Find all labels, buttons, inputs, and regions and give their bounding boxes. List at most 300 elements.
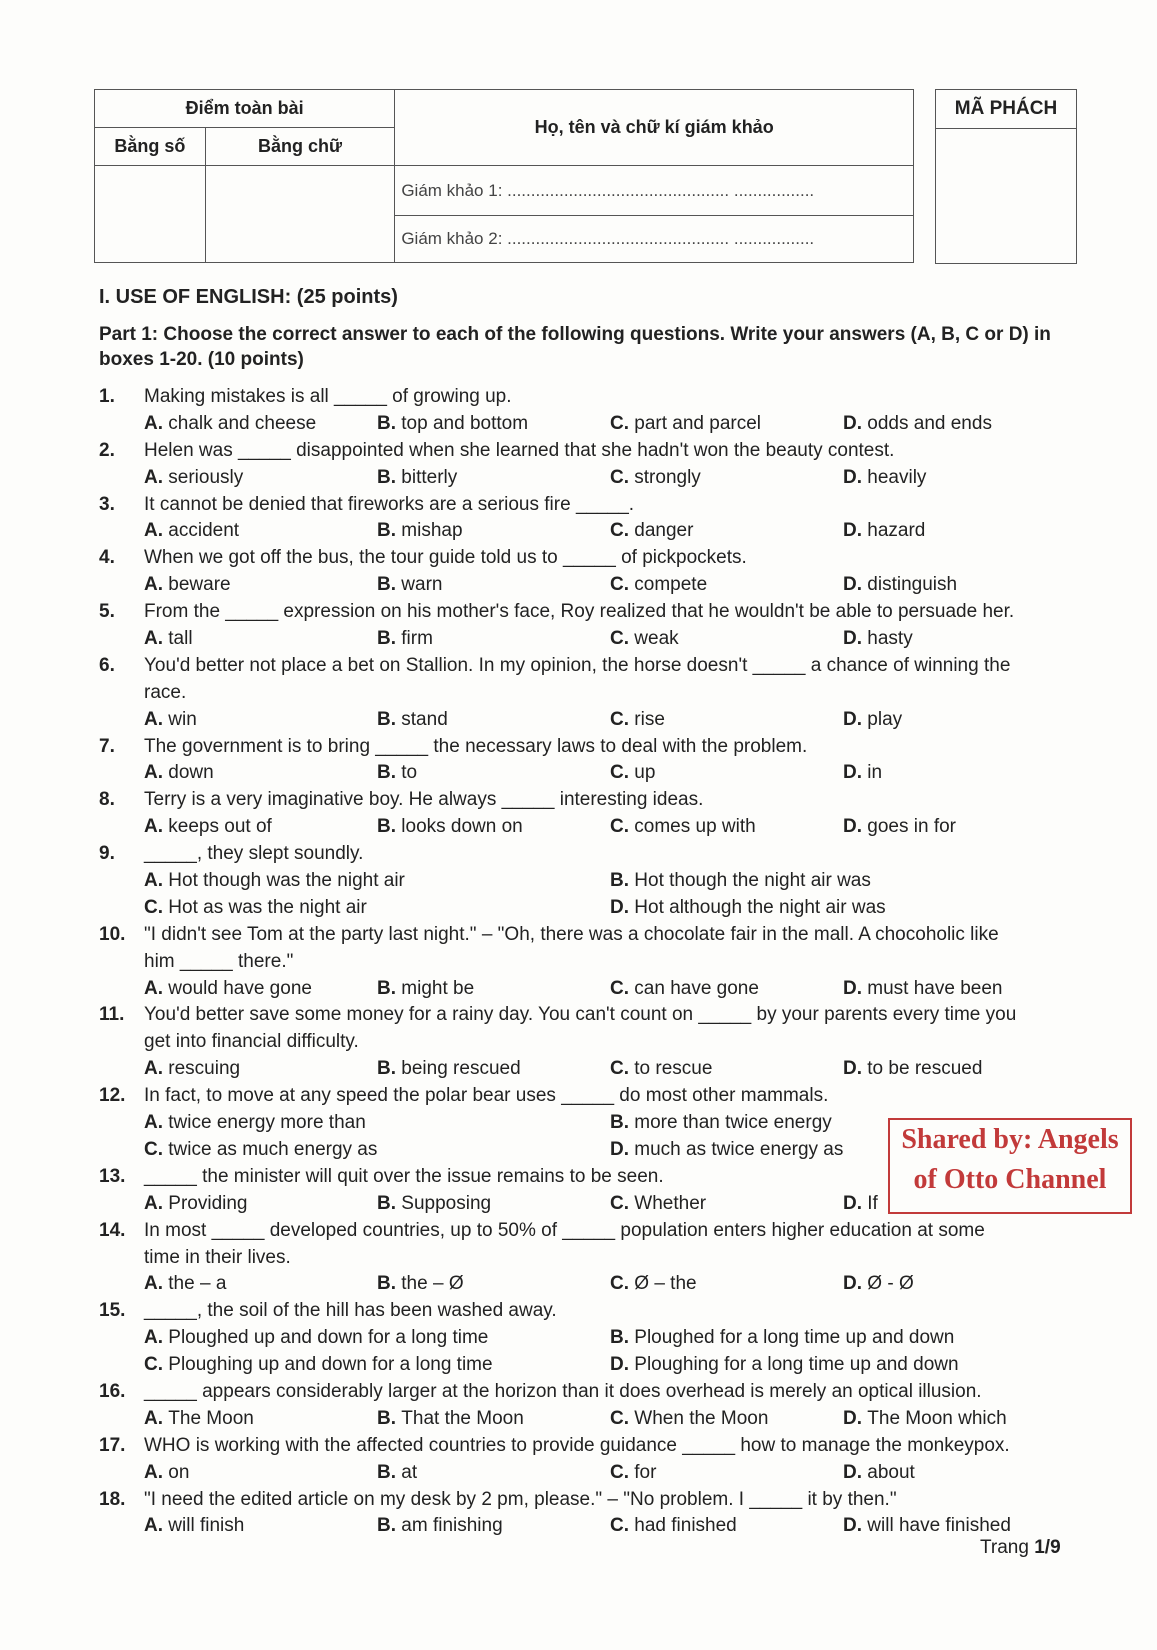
examiners-title: Họ, tên và chữ kí giám khảo (395, 90, 914, 166)
option-a (144, 1460, 189, 1487)
option-text: Whether (634, 1192, 707, 1214)
question-item (99, 1002, 1089, 1083)
option-d (610, 895, 886, 922)
option-letter: C. (610, 1192, 635, 1214)
question-text: It cannot be denied that fireworks are a serious fire _____. (144, 493, 635, 515)
question-item (99, 545, 1089, 599)
question-line (99, 841, 1089, 868)
options-row (99, 707, 1089, 734)
question-line (99, 384, 1089, 411)
option-letter: B. (377, 708, 402, 730)
question-line (99, 1379, 1089, 1406)
option-letter: C. (610, 1407, 635, 1429)
option-c (610, 707, 665, 734)
question-text: You'd better save some money for a rainy day. You can't count on _____ by your parents every time you (144, 1004, 1017, 1026)
option-d (610, 1137, 843, 1164)
option-letter: D. (843, 1407, 868, 1429)
option-letter: D. (843, 977, 868, 999)
question-item (99, 1433, 1089, 1487)
option-b (610, 1325, 954, 1352)
options-row (99, 572, 1089, 599)
option-a (144, 814, 272, 841)
question-number: 17. (99, 1434, 126, 1456)
option-letter: A. (144, 816, 169, 838)
option-c (610, 760, 655, 787)
col-number: Bằng số (95, 128, 206, 166)
options-row (99, 760, 1089, 787)
option-a (144, 976, 312, 1003)
option-text: goes in for (867, 816, 957, 838)
option-text: in (867, 762, 883, 784)
option-d (843, 1191, 878, 1218)
option-d (843, 976, 1002, 1003)
option-c (144, 895, 367, 922)
question-number: 3. (99, 493, 115, 515)
option-a (144, 1271, 226, 1298)
option-text: Ø – the (634, 1273, 697, 1295)
option-letter: B. (610, 1327, 635, 1349)
option-text: Hot although the night air was (634, 896, 886, 918)
options-row (99, 1406, 1089, 1433)
option-letter: B. (377, 1058, 402, 1080)
section-title: I. USE OF ENGLISH: (25 points) (99, 286, 398, 308)
question-line (99, 599, 1089, 626)
option-b (610, 1110, 832, 1137)
option-c (610, 465, 701, 492)
question-line (99, 922, 1089, 949)
option-text: up (634, 762, 656, 784)
option-text: mishap (401, 520, 463, 542)
options-row (99, 976, 1089, 1003)
option-a (144, 868, 405, 895)
option-b (377, 1271, 464, 1298)
question-text: The government is to bring _____ the necessary laws to deal with the problem. (144, 735, 808, 757)
options-row (99, 518, 1089, 545)
question-line (99, 438, 1089, 465)
option-text: rise (634, 708, 665, 730)
option-letter: B. (377, 1273, 402, 1295)
option-d (843, 626, 913, 653)
option-a (144, 411, 316, 438)
option-text: odds and ends (867, 412, 992, 434)
option-b (377, 411, 528, 438)
option-a (144, 1191, 248, 1218)
option-text: win (168, 708, 197, 730)
option-letter: B. (377, 1192, 402, 1214)
option-letter: A. (144, 1192, 169, 1214)
option-b (377, 1406, 524, 1433)
option-c (144, 1137, 377, 1164)
option-text: Ploughed for a long time up and down (634, 1327, 955, 1349)
option-text: Ploughed up and down for a long time (168, 1327, 489, 1349)
option-text: keeps out of (168, 816, 272, 838)
option-c (610, 1191, 706, 1218)
option-c (144, 1352, 493, 1379)
options-row (99, 465, 1089, 492)
options-row (99, 626, 1089, 653)
option-d (843, 465, 926, 492)
question-number: 1. (99, 386, 115, 407)
option-letter: D. (610, 896, 635, 918)
question-item (99, 734, 1089, 788)
option-letter: D. (843, 1461, 868, 1483)
option-c (610, 1406, 768, 1433)
code-title: MÃ PHÁCH (936, 90, 1076, 129)
question-text: In most _____ developed countries, up to 50% of _____ population enters higher education at some (144, 1219, 985, 1241)
question-line (99, 1298, 1089, 1325)
option-text: beware (168, 574, 231, 596)
examiner-1-line: Giám khảo 1: ............................................... ................. (395, 166, 914, 216)
score-title: Điểm toàn bài (95, 90, 395, 128)
question-line (99, 787, 1089, 814)
question-item (99, 492, 1089, 546)
option-a (144, 518, 239, 545)
option-a (144, 1325, 488, 1352)
option-letter: C. (610, 1058, 635, 1080)
option-text: chalk and cheese (168, 412, 317, 434)
option-text: hazard (867, 520, 926, 542)
question-line (99, 545, 1089, 572)
question-item (99, 1218, 1089, 1299)
option-letter: C. (610, 1515, 635, 1537)
option-letter: C. (144, 1138, 169, 1160)
option-text: on (168, 1461, 190, 1483)
option-c (610, 1513, 737, 1540)
option-text: to be rescued (867, 1058, 983, 1080)
option-c (610, 1460, 656, 1487)
question-text-continued: him _____ there." (144, 950, 294, 972)
option-text: heavily (867, 466, 927, 488)
question-number: 9. (99, 843, 115, 865)
option-letter: D. (843, 466, 868, 488)
option-d (843, 411, 992, 438)
option-text: That the Moon (401, 1407, 524, 1429)
option-text: the – Ø (401, 1273, 464, 1295)
option-letter: B. (377, 466, 402, 488)
option-letter: A. (144, 1112, 169, 1134)
option-a (144, 1406, 254, 1433)
option-text: When the Moon (634, 1407, 769, 1429)
option-letter: D. (843, 1515, 868, 1537)
option-c (610, 572, 707, 599)
option-text: bitterly (401, 466, 458, 488)
option-letter: C. (610, 412, 635, 434)
option-text: more than twice energy (634, 1112, 832, 1134)
question-text: "I need the edited article on my desk by 2 pm, please." – "No problem. I _____ it by then." (144, 1488, 897, 1510)
option-letter: D. (843, 1273, 868, 1295)
question-number: 15. (99, 1300, 126, 1322)
option-text: firm (401, 628, 433, 650)
option-letter: B. (377, 574, 402, 596)
options-row (99, 1352, 1089, 1379)
option-c (610, 976, 759, 1003)
question-line (99, 1433, 1089, 1460)
question-number: 13. (99, 1165, 126, 1187)
option-text: compete (634, 574, 708, 596)
question-item (99, 1487, 1089, 1541)
option-text: seriously (168, 466, 244, 488)
options-row (99, 1513, 1089, 1540)
page-number: 1/9 (1034, 1537, 1061, 1558)
option-letter: B. (377, 1407, 402, 1429)
option-text: might be (401, 977, 475, 999)
option-text: part and parcel (634, 412, 762, 434)
option-d (843, 707, 902, 734)
option-text: am finishing (401, 1515, 503, 1537)
option-letter: D. (610, 1354, 635, 1376)
option-c (610, 411, 761, 438)
option-text: weak (634, 628, 679, 650)
option-a (144, 707, 197, 734)
option-b (377, 1191, 491, 1218)
question-number: 4. (99, 547, 115, 569)
option-letter: A. (144, 1273, 169, 1295)
question-number: 14. (99, 1219, 126, 1241)
option-letter: D. (843, 574, 868, 596)
option-letter: B. (377, 412, 402, 434)
option-text: hasty (867, 628, 913, 650)
option-text: Ploughing up and down for a long time (168, 1354, 493, 1376)
question-line (99, 1487, 1089, 1514)
option-letter: C. (610, 762, 635, 784)
option-a (144, 1056, 240, 1083)
question-text: Terry is a very imaginative boy. He always _____ interesting ideas. (144, 789, 704, 811)
question-list (99, 384, 1089, 1540)
option-letter: A. (144, 977, 169, 999)
question-line-continued (99, 680, 1089, 707)
option-letter: C. (610, 574, 635, 596)
option-text: much as twice energy as (634, 1138, 844, 1160)
option-d (610, 1352, 959, 1379)
option-letter: A. (144, 1058, 169, 1080)
option-b (377, 572, 442, 599)
option-c (610, 626, 679, 653)
option-text: to rescue (634, 1058, 713, 1080)
question-number: 5. (99, 601, 115, 623)
question-number: 6. (99, 654, 115, 676)
option-text: If (867, 1192, 878, 1214)
part-title: Part 1: Choose the correct answer to each of the following questions. Write your answers (A, B, C or D) in boxes 1-20. (10 points) (99, 324, 1051, 370)
option-letter: A. (144, 708, 169, 730)
option-c (610, 518, 693, 545)
option-letter: B. (377, 520, 402, 542)
option-text: the – a (168, 1273, 227, 1295)
option-text: warn (401, 574, 443, 596)
question-line (99, 1218, 1089, 1245)
question-number: 16. (99, 1380, 126, 1402)
option-letter: A. (144, 1461, 169, 1483)
option-text: play (867, 708, 903, 730)
option-b (377, 707, 448, 734)
question-number: 8. (99, 789, 115, 811)
option-letter: C. (610, 816, 635, 838)
option-text: looks down on (401, 816, 523, 838)
option-text: Hot though was the night air (168, 870, 405, 892)
option-letter: B. (377, 1515, 402, 1537)
option-letter: D. (843, 412, 868, 434)
options-row (99, 1271, 1089, 1298)
option-letter: A. (144, 520, 169, 542)
question-number: 12. (99, 1085, 126, 1107)
option-letter: C. (144, 1354, 169, 1376)
question-item (99, 599, 1089, 653)
options-row (99, 1325, 1089, 1352)
question-line (99, 734, 1089, 761)
option-letter: D. (843, 1192, 868, 1214)
option-text: down (168, 762, 214, 784)
question-text: You'd better not place a bet on Stallion. In my opinion, the horse doesn't _____ a chance of winning the (144, 654, 1011, 676)
question-text: _____ appears considerably larger at the horizon than it does overhead is merely an optical illusion. (144, 1380, 982, 1402)
question-item (99, 653, 1089, 734)
options-row (99, 868, 1089, 895)
option-letter: A. (144, 762, 169, 784)
option-d (843, 1460, 915, 1487)
question-item (99, 841, 1089, 922)
option-b (377, 1056, 521, 1083)
option-letter: C. (610, 628, 635, 650)
option-text: The Moon (168, 1407, 254, 1429)
question-text: _____, they slept soundly. (144, 843, 364, 865)
option-a (144, 465, 243, 492)
option-text: Providing (168, 1192, 248, 1214)
option-letter: B. (377, 977, 402, 999)
footer-label: Trang (980, 1537, 1029, 1558)
option-letter: B. (377, 1461, 402, 1483)
question-text: _____ the minister will quit over the issue remains to be seen. (144, 1165, 664, 1187)
option-letter: C. (610, 977, 635, 999)
option-letter: B. (377, 816, 402, 838)
option-letter: C. (144, 896, 169, 918)
question-line (99, 1083, 1089, 1110)
question-text: "I didn't see Tom at the party last night." – "Oh, there was a chocolate fair in the mall. A chocoholic like (144, 923, 999, 945)
option-a (144, 760, 214, 787)
option-d (843, 1271, 914, 1298)
option-text: being rescued (401, 1058, 521, 1080)
option-letter: C. (610, 708, 635, 730)
option-b (377, 465, 457, 492)
question-line-continued (99, 949, 1089, 976)
option-text: strongly (634, 466, 701, 488)
score-number-cell (95, 166, 206, 263)
option-letter: A. (144, 870, 169, 892)
option-text: The Moon which (867, 1407, 1007, 1429)
option-text: will finish (168, 1515, 245, 1537)
option-letter: A. (144, 1407, 169, 1429)
score-words-cell (205, 166, 395, 263)
question-item (99, 787, 1089, 841)
question-number: 7. (99, 735, 115, 757)
option-d (843, 760, 882, 787)
question-item (99, 384, 1089, 438)
question-line-continued (99, 1245, 1089, 1272)
option-text: accident (168, 520, 240, 542)
option-d (843, 1056, 982, 1083)
option-letter: A. (144, 574, 169, 596)
option-letter: D. (843, 628, 868, 650)
option-letter: A. (144, 1327, 169, 1349)
option-text: will have finished (867, 1515, 1011, 1537)
option-b (377, 518, 463, 545)
question-line (99, 653, 1089, 680)
page-footer (980, 1537, 1061, 1559)
question-text-continued: get into financial difficulty. (144, 1031, 359, 1053)
option-text: Hot though the night air was (634, 870, 871, 892)
option-letter: D. (843, 1058, 868, 1080)
question-number: 10. (99, 923, 126, 945)
question-item (99, 1379, 1089, 1433)
option-letter: B. (610, 870, 635, 892)
option-letter: D. (610, 1138, 635, 1160)
option-c (610, 1056, 712, 1083)
question-text: In fact, to move at any speed the polar bear uses _____ do most other mammals. (144, 1085, 829, 1107)
option-a (144, 1513, 244, 1540)
option-text: danger (634, 520, 694, 542)
option-text: can have gone (634, 977, 759, 999)
stamp-line-2: of Otto Channel (913, 1164, 1107, 1195)
option-d (843, 1406, 1007, 1433)
options-row (99, 895, 1089, 922)
option-a (144, 1110, 366, 1137)
option-text: would have gone (168, 977, 312, 999)
option-letter: A. (144, 1515, 169, 1537)
option-text: must have been (867, 977, 1003, 999)
option-d (843, 572, 957, 599)
question-text: When we got off the bus, the tour guide told us to _____ of pickpockets. (144, 547, 747, 569)
option-b (377, 1460, 417, 1487)
option-b (377, 760, 417, 787)
option-a (144, 572, 231, 599)
option-b (610, 868, 871, 895)
option-text: twice energy more than (168, 1112, 366, 1134)
option-text: at (401, 1461, 418, 1483)
question-line (99, 492, 1089, 519)
option-text: distinguish (867, 574, 958, 596)
option-d (843, 814, 956, 841)
question-number: 18. (99, 1488, 126, 1510)
options-row (99, 1460, 1089, 1487)
option-text: twice as much energy as (168, 1138, 378, 1160)
option-text: had finished (634, 1515, 737, 1537)
code-box (935, 89, 1077, 264)
question-text: _____, the soil of the hill has been washed away. (144, 1300, 557, 1322)
question-number: 11. (99, 1004, 125, 1026)
options-row (99, 814, 1089, 841)
option-letter: B. (377, 762, 402, 784)
option-a (144, 626, 193, 653)
option-text: about (867, 1461, 915, 1483)
option-text: rescuing (168, 1058, 241, 1080)
option-letter: A. (144, 466, 169, 488)
options-row (99, 1056, 1089, 1083)
options-row (99, 411, 1089, 438)
question-item (99, 1298, 1089, 1379)
option-b (377, 976, 474, 1003)
option-text: to (401, 762, 418, 784)
question-number: 2. (99, 439, 115, 461)
watermark-stamp (888, 1118, 1132, 1214)
option-letter: C. (610, 1273, 635, 1295)
option-text: stand (401, 708, 448, 730)
option-letter: D. (843, 708, 868, 730)
question-text-continued: time in their lives. (144, 1246, 291, 1268)
score-table (94, 89, 914, 263)
col-words: Bằng chữ (205, 128, 395, 166)
option-text: for (634, 1461, 657, 1483)
option-letter: C. (610, 466, 635, 488)
option-b (377, 626, 433, 653)
question-item (99, 438, 1089, 492)
option-letter: A. (144, 628, 169, 650)
